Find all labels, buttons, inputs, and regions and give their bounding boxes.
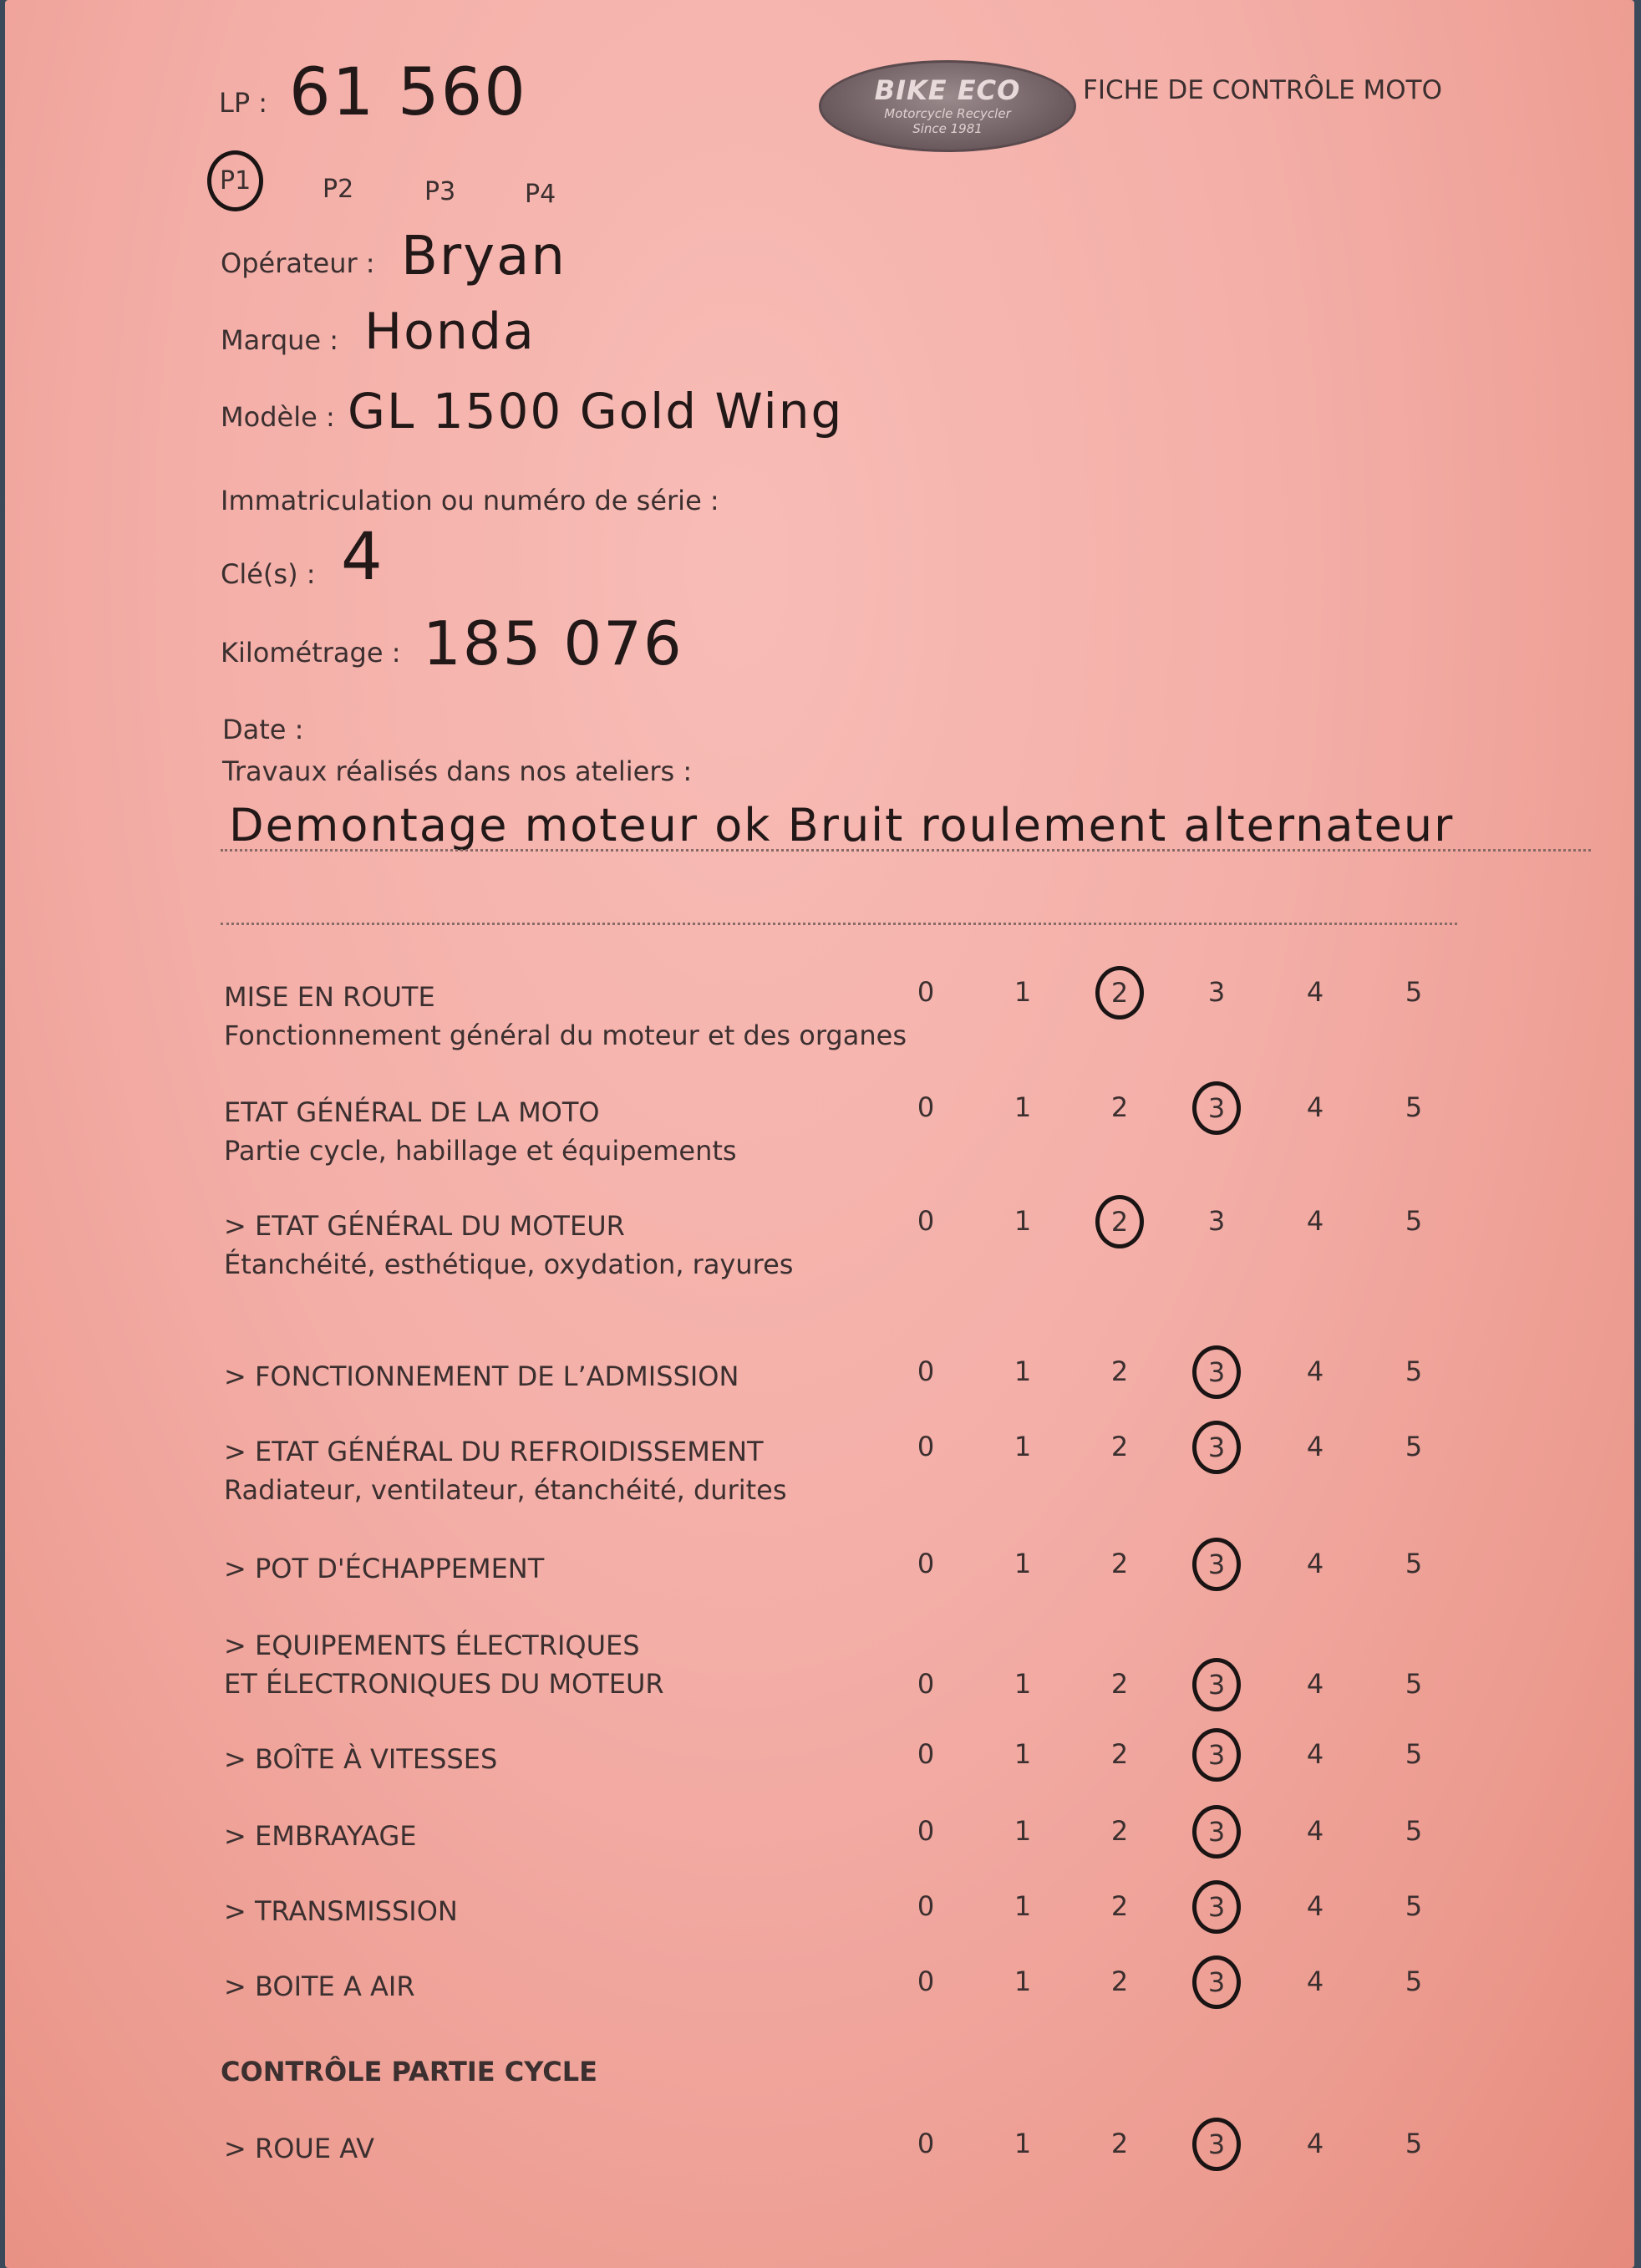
bike-eco-logo: BIKE ECO Motorcycle Recycler Since 1981 <box>819 60 1076 152</box>
rating-row-option-0[interactable]: 0 <box>917 1668 935 1700</box>
rating-row-option-3[interactable]: 3 <box>1207 976 1226 1008</box>
rating-row-option-3[interactable]: 3 <box>1207 1205 1226 1237</box>
rating-row-option-0[interactable]: 0 <box>917 1091 935 1123</box>
operateur-label: Opérateur : <box>221 247 375 279</box>
travaux-label: Travaux réalisés dans nos ateliers : <box>222 755 693 787</box>
rating-row-label: > FONCTIONNEMENT DE L’ADMISSION <box>224 1360 739 1392</box>
marque-value: Honda <box>364 303 536 361</box>
rating-row-option-4[interactable]: 4 <box>1306 1431 1324 1462</box>
rating-row-option-0[interactable]: 0 <box>917 1431 935 1462</box>
rating-row-option-5[interactable]: 5 <box>1405 1091 1423 1123</box>
rating-row-label: > EQUIPEMENTS ÉLECTRIQUES <box>224 1630 640 1661</box>
rating-row-option-3[interactable]: 3 <box>1192 1345 1241 1399</box>
rating-row-option-0[interactable]: 0 <box>917 976 935 1008</box>
modele-value: GL 1500 Gold Wing <box>348 383 844 440</box>
rating-row-option-0[interactable]: 0 <box>917 1965 935 1997</box>
rating-row-option-1[interactable]: 1 <box>1014 1355 1032 1387</box>
km-value: 185 076 <box>423 608 683 679</box>
cycle-row-label: > ROUE AV <box>224 2133 374 2164</box>
immat-label: Immatriculation ou numéro de série : <box>221 485 719 516</box>
rating-row-label: > TRANSMISSION <box>224 1895 458 1927</box>
rating-row-option-2[interactable]: 2 <box>1110 1091 1129 1123</box>
rating-row-option-2[interactable]: 2 <box>1110 1738 1129 1770</box>
rating-row-option-0[interactable]: 0 <box>917 1815 935 1847</box>
rating-row-option-2[interactable]: 2 <box>1110 1668 1129 1700</box>
travaux-value: Demontage moteur ok Bruit roulement alternateur <box>229 799 1455 852</box>
rating-row-option-3[interactable]: 3 <box>1192 1728 1241 1782</box>
rating-row-option-4[interactable]: 4 <box>1306 1355 1324 1387</box>
rating-row-option-0[interactable]: 0 <box>917 1205 935 1237</box>
form-title: FICHE DE CONTRÔLE MOTO <box>1083 75 1442 105</box>
rating-row-option-5[interactable]: 5 <box>1405 1431 1423 1462</box>
rating-row-option-1[interactable]: 1 <box>1014 1738 1032 1770</box>
rating-row-option-4[interactable]: 4 <box>1306 976 1324 1008</box>
rating-row-label: > ETAT GÉNÉRAL DU MOTEUR <box>224 1210 625 1242</box>
rating-row-option-2[interactable]: 2 <box>1110 1355 1129 1387</box>
rating-row-option-2[interactable]: 2 <box>1110 1890 1129 1922</box>
rating-row-option-1[interactable]: 1 <box>1014 1668 1032 1700</box>
rating-row-sublabel: Partie cycle, habillage et équipements <box>224 1135 737 1167</box>
rating-row-option-3[interactable]: 3 <box>1192 1538 1241 1591</box>
rating-row-option-1[interactable]: 1 <box>1014 1091 1032 1123</box>
rating-row-label: > POT D'ÉCHAPPEMENT <box>224 1553 545 1584</box>
rating-row-option-5[interactable]: 5 <box>1405 1890 1423 1922</box>
rating-row-option-3[interactable]: 3 <box>1192 1805 1241 1859</box>
cles-value: 4 <box>341 520 384 595</box>
rating-row-option-2[interactable]: 2 <box>1095 966 1144 1020</box>
rating-row-sublabel: Étanchéité, esthétique, oxydation, rayures <box>224 1248 794 1280</box>
lp-label: LP : <box>219 87 268 119</box>
rating-row-option-2[interactable]: 2 <box>1110 1548 1129 1579</box>
rating-row-option-4[interactable]: 4 <box>1306 1668 1324 1700</box>
rating-row-option-5[interactable]: 5 <box>1405 976 1423 1008</box>
marque-label: Marque : <box>221 324 339 356</box>
rating-row-option-4[interactable]: 4 <box>1306 1890 1324 1922</box>
rating-row-option-4[interactable]: 4 <box>1306 1548 1324 1579</box>
rating-row-option-1[interactable]: 1 <box>1014 1205 1032 1237</box>
control-sheet <box>5 0 1634 2268</box>
rating-row-label: > BOITE A AIR <box>224 1971 415 2002</box>
rating-row-sublabel: ET ÉLECTRONIQUES DU MOTEUR <box>224 1668 664 1700</box>
cycle-row-option-0[interactable]: 0 <box>917 2128 935 2159</box>
date-label: Date : <box>222 714 304 745</box>
position-p4[interactable]: P4 <box>525 180 556 209</box>
rating-row-option-0[interactable]: 0 <box>917 1738 935 1770</box>
rating-row-option-4[interactable]: 4 <box>1306 1738 1324 1770</box>
rating-row-label: MISE EN ROUTE <box>224 981 435 1013</box>
rating-row-option-3[interactable]: 3 <box>1192 1955 1241 2009</box>
rating-row-option-5[interactable]: 5 <box>1405 1738 1423 1770</box>
rating-row-option-2[interactable]: 2 <box>1110 1431 1129 1462</box>
cles-label: Clé(s) : <box>221 558 316 590</box>
rating-row-option-0[interactable]: 0 <box>917 1355 935 1387</box>
position-p2[interactable]: P2 <box>323 175 354 204</box>
cycle-row-option-4[interactable]: 4 <box>1306 2128 1324 2159</box>
rating-row-option-0[interactable]: 0 <box>917 1548 935 1579</box>
rating-row-option-5[interactable]: 5 <box>1405 1548 1423 1579</box>
rating-row-option-1[interactable]: 1 <box>1014 1815 1032 1847</box>
rating-row-option-1[interactable]: 1 <box>1014 976 1032 1008</box>
cycle-row-option-1[interactable]: 1 <box>1014 2128 1032 2159</box>
cycle-section-title: CONTRÔLE PARTIE CYCLE <box>221 2056 597 2087</box>
position-p1[interactable]: P1 <box>207 150 263 211</box>
rating-row-option-1[interactable]: 1 <box>1014 1548 1032 1579</box>
rating-row-option-4[interactable]: 4 <box>1306 1205 1324 1237</box>
lp-value: 61 560 <box>289 55 527 130</box>
rating-row-option-2[interactable]: 2 <box>1110 1815 1129 1847</box>
travaux-line-2 <box>221 923 1457 925</box>
rating-row-label: > BOÎTE À VITESSES <box>224 1743 498 1775</box>
rating-row-sublabel: Radiateur, ventilateur, étanchéité, durites <box>224 1474 787 1506</box>
rating-row-option-4[interactable]: 4 <box>1306 1091 1324 1123</box>
rating-row-option-3[interactable]: 3 <box>1192 1880 1241 1934</box>
rating-row-option-5[interactable]: 5 <box>1405 1965 1423 1997</box>
rating-row-option-4[interactable]: 4 <box>1306 1965 1324 1997</box>
rating-row-option-3[interactable]: 3 <box>1192 1421 1241 1474</box>
rating-row-label: > EMBRAYAGE <box>224 1820 417 1852</box>
cycle-row-option-3[interactable]: 3 <box>1192 2118 1241 2171</box>
travaux-line-1 <box>221 849 1591 852</box>
cycle-row-option-2[interactable]: 2 <box>1110 2128 1129 2159</box>
rating-row-option-4[interactable]: 4 <box>1306 1815 1324 1847</box>
rating-row-option-0[interactable]: 0 <box>917 1890 935 1922</box>
rating-row-option-1[interactable]: 1 <box>1014 1431 1032 1462</box>
rating-row-option-1[interactable]: 1 <box>1014 1965 1032 1997</box>
rating-row-label: > ETAT GÉNÉRAL DU REFROIDISSEMENT <box>224 1436 764 1467</box>
km-label: Kilométrage : <box>221 637 401 669</box>
position-p3[interactable]: P3 <box>424 177 456 206</box>
rating-row-option-3[interactable]: 3 <box>1192 1081 1241 1135</box>
rating-row-sublabel: Fonctionnement général du moteur et des organes <box>224 1020 907 1051</box>
rating-row-option-1[interactable]: 1 <box>1014 1890 1032 1922</box>
rating-row-option-2[interactable]: 2 <box>1095 1195 1144 1248</box>
operateur-value: Bryan <box>401 226 566 287</box>
rating-row-option-5[interactable]: 5 <box>1405 1355 1423 1387</box>
rating-row-label: ETAT GÉNÉRAL DE LA MOTO <box>224 1096 600 1128</box>
rating-row-option-3[interactable]: 3 <box>1192 1658 1241 1711</box>
rating-row-option-2[interactable]: 2 <box>1110 1965 1129 1997</box>
rating-row-option-5[interactable]: 5 <box>1405 1205 1423 1237</box>
cycle-row-option-5[interactable]: 5 <box>1405 2128 1423 2159</box>
rating-row-option-5[interactable]: 5 <box>1405 1668 1423 1700</box>
modele-label: Modèle : <box>221 401 335 433</box>
rating-row-option-5[interactable]: 5 <box>1405 1815 1423 1847</box>
